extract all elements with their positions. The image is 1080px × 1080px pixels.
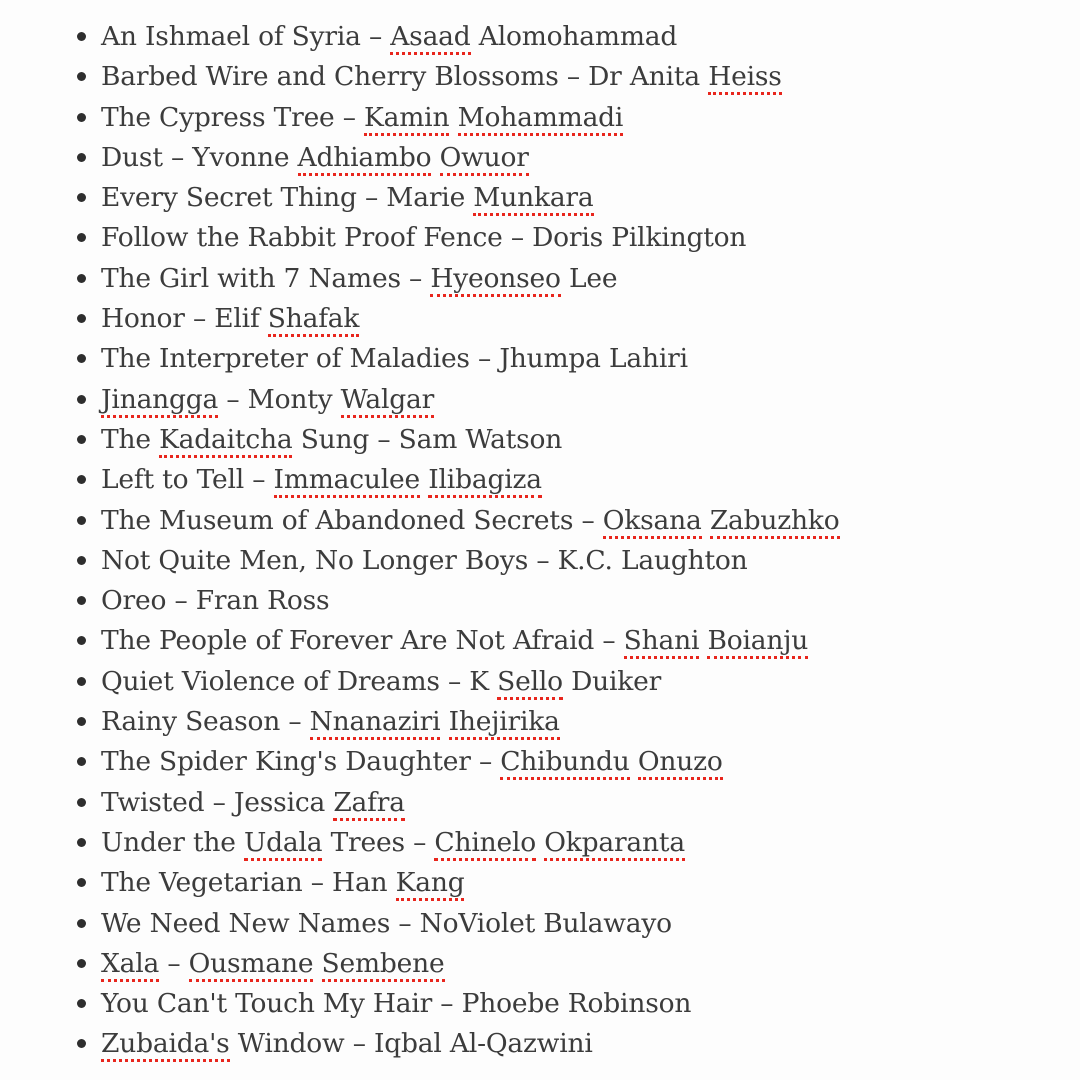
list-item — [101, 783, 1080, 823]
misspelled-word: Adhiambo — [298, 142, 432, 176]
list-item — [101, 380, 1080, 420]
list-item — [101, 259, 1080, 299]
misspelled-word: Onuzo — [638, 746, 723, 780]
bullet-icon — [77, 233, 86, 242]
list-item — [101, 339, 1080, 379]
bullet-icon — [77, 475, 86, 484]
text-segment — [702, 505, 710, 536]
text-segment: Oreo – Fran Ross — [101, 585, 330, 617]
list-item — [101, 98, 1080, 138]
text-segment — [313, 948, 321, 979]
text-segment: The Girl with 7 Names – — [101, 262, 431, 294]
misspelled-word: Immaculee — [274, 464, 420, 498]
misspelled-word: Zubaida's — [101, 1028, 230, 1062]
list-item — [101, 57, 1080, 97]
misspelled-word: Kamin — [364, 102, 449, 136]
bullet-icon — [77, 153, 86, 162]
text-segment: Sung – Sam Watson — [292, 423, 563, 455]
text-segment: Honor – Elif — [101, 303, 268, 335]
text-segment: Every Secret Thing – Marie — [101, 182, 474, 214]
misspelled-word: Walgar — [341, 384, 434, 418]
bullet-icon — [77, 72, 86, 81]
text-segment: The Vegetarian – Han — [101, 867, 396, 899]
bullet-icon — [77, 556, 86, 565]
list-item — [101, 581, 1080, 621]
misspelled-word: Shafak — [268, 303, 360, 337]
misspelled-word: Xala — [101, 948, 159, 982]
list-item — [101, 420, 1080, 460]
list-item — [101, 138, 1080, 178]
list-item — [101, 904, 1080, 944]
misspelled-word: Oksana — [603, 505, 702, 539]
misspelled-word: Munkara — [473, 182, 593, 216]
misspelled-word: Hyeonseo — [430, 263, 560, 297]
bullet-icon — [77, 314, 86, 323]
list-item — [101, 1024, 1080, 1064]
bullet-icon — [77, 516, 86, 525]
text-segment: Under the — [101, 826, 244, 858]
text-segment: Twisted – Jessica — [101, 786, 334, 818]
bullet-icon — [77, 999, 86, 1008]
bullet-icon — [77, 959, 86, 968]
misspelled-word: Sello — [497, 666, 563, 700]
text-segment: An Ishmael of Syria – — [101, 21, 391, 52]
bullet-icon — [77, 636, 86, 645]
list-item — [101, 702, 1080, 742]
text-segment: The Spider King's Daughter – — [101, 746, 501, 778]
list-item — [101, 501, 1080, 541]
misspelled-word: Okparanta — [544, 827, 685, 861]
misspelled-word: Kadaitcha — [159, 424, 292, 458]
misspelled-word: Heiss — [708, 61, 781, 95]
text-segment: Barbed Wire and Cherry Blossoms – Dr Anita — [101, 61, 709, 93]
misspelled-word: Chinelo — [434, 827, 536, 861]
misspelled-word: Udala — [244, 827, 322, 861]
misspelled-word: Shani — [624, 625, 700, 659]
misspelled-word: Jinangga — [101, 384, 218, 418]
bullet-icon — [77, 878, 86, 887]
bullet-icon — [77, 757, 86, 766]
text-segment — [449, 102, 457, 133]
bullet-icon — [77, 193, 86, 202]
misspelled-word: Zabuzhko — [710, 505, 840, 539]
bullet-icon — [77, 395, 86, 404]
misspelled-word: Ilibagiza — [428, 464, 542, 498]
text-segment: The — [101, 423, 160, 455]
list-item — [101, 621, 1080, 661]
bullet-icon — [77, 274, 86, 283]
bullet-icon — [77, 435, 86, 444]
list-item — [101, 742, 1080, 782]
misspelled-word: Zafra — [333, 787, 405, 821]
text-segment: The Cypress Tree – — [101, 101, 365, 133]
text-segment: – Monty — [218, 383, 341, 415]
misspelled-word: Mohammadi — [458, 102, 624, 136]
bullet-icon — [77, 798, 86, 807]
misspelled-word: Owuor — [440, 142, 529, 176]
text-segment: Quiet Violence of Dreams – K — [101, 665, 498, 697]
text-segment: The Museum of Abandoned Secrets – — [101, 504, 603, 536]
list-item — [101, 823, 1080, 863]
bullet-icon — [77, 1039, 86, 1048]
bullet-icon — [77, 32, 86, 41]
bullet-icon — [77, 717, 86, 726]
list-item — [101, 218, 1080, 258]
misspelled-word: Kang — [396, 867, 465, 901]
misspelled-word: Nnanaziri — [310, 706, 441, 740]
text-segment: Not Quite Men, No Longer Boys – K.C. Laughton — [101, 544, 748, 576]
list-item — [101, 178, 1080, 218]
text-segment: Left to Tell – — [101, 464, 274, 496]
misspelled-word: Boianju — [707, 625, 808, 659]
text-segment — [431, 142, 439, 173]
text-segment — [536, 827, 544, 858]
bullet-icon — [77, 113, 86, 122]
list-item — [101, 984, 1080, 1024]
text-segment: Dust – Yvonne — [101, 141, 298, 173]
list-item — [101, 863, 1080, 903]
text-segment: – — [159, 947, 189, 979]
list-item — [101, 460, 1080, 500]
list-item — [101, 944, 1080, 984]
text-segment — [630, 746, 638, 777]
text-segment: Lee — [560, 262, 618, 294]
text-segment: Follow the Rabbit Proof Fence – Doris Pilkington — [101, 222, 747, 254]
list-item — [101, 541, 1080, 581]
misspelled-word: Chibundu — [500, 746, 629, 780]
text-segment — [440, 706, 448, 737]
text-segment: We Need New Names – NoViolet Bulawayo — [101, 907, 672, 939]
bullet-icon — [77, 596, 86, 605]
misspelled-word: Ousmane — [189, 948, 314, 982]
text-segment: The Interpreter of Maladies – Jhumpa Lahiri — [101, 343, 688, 375]
list-item — [101, 17, 1080, 57]
bullet-icon — [77, 354, 86, 363]
text-segment: Rainy Season – — [101, 706, 310, 738]
text-segment: Alomohammad — [470, 21, 678, 52]
misspelled-word: Asaad — [390, 21, 470, 55]
text-segment: Trees – — [322, 826, 435, 858]
text-segment: Duiker — [562, 665, 662, 697]
misspelled-word: Ihejirika — [449, 706, 560, 740]
bullet-icon — [77, 838, 86, 847]
list-item — [101, 299, 1080, 339]
bullet-icon — [77, 677, 86, 686]
list-item — [101, 662, 1080, 702]
misspelled-word: Sembene — [322, 948, 445, 982]
text-segment: Window – Iqbal Al-Qazwini — [229, 1028, 593, 1060]
text-segment: The People of Forever Are Not Afraid – — [101, 625, 624, 657]
text-segment: You Can't Touch My Hair – Phoebe Robinson — [101, 988, 692, 1020]
bullet-icon — [77, 919, 86, 928]
